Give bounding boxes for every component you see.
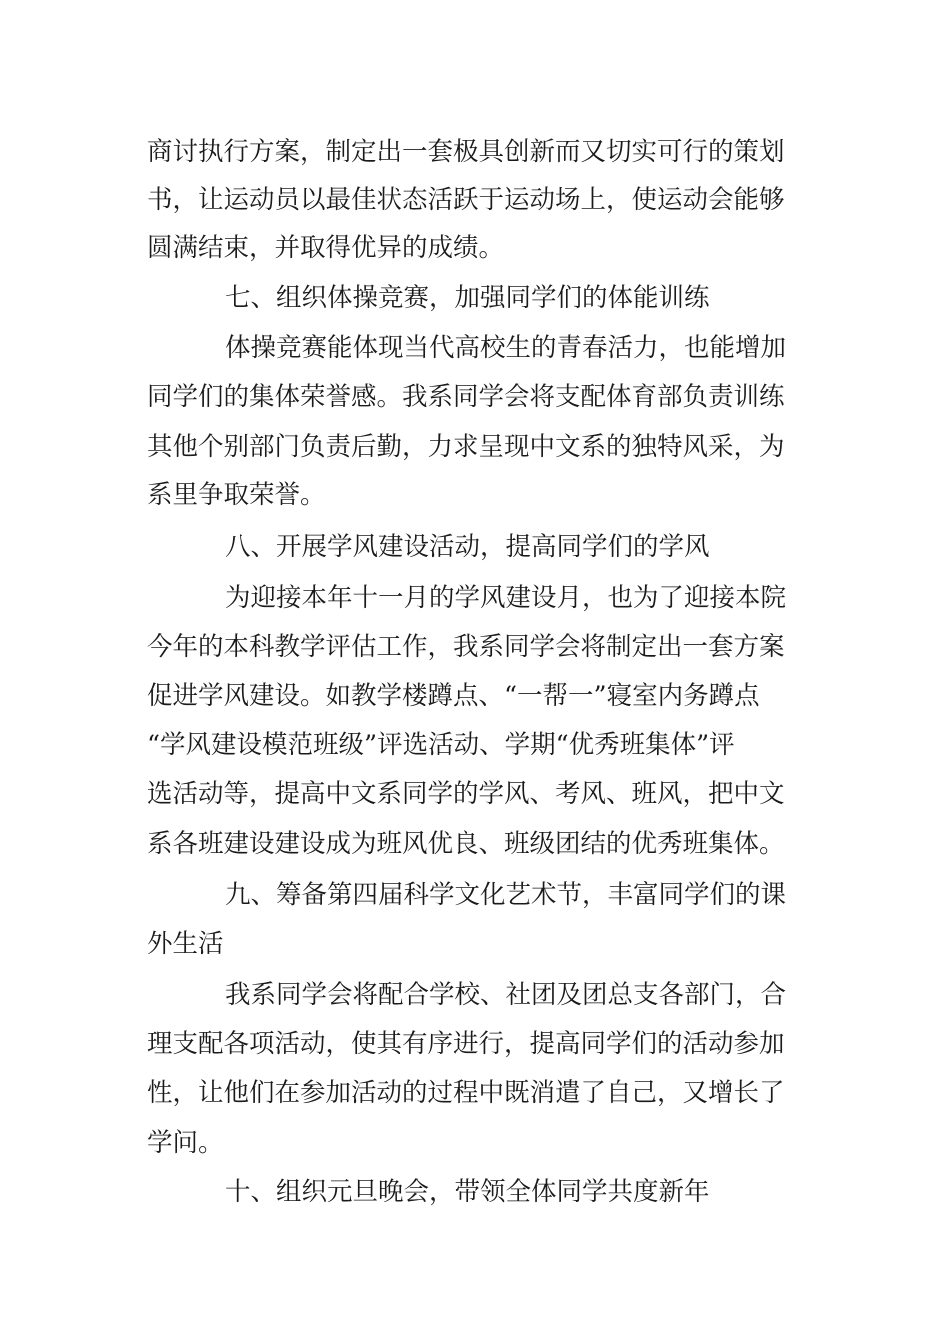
text-line: 其他个别部门负责后勤，力求呈现中文系的独特风采，为 [147,432,785,462]
text-line: 书，让运动员以最佳状态活跃于运动场上，使运动会能够 [147,185,785,215]
text-line: 系各班建设建设成为班风优良、班级团结的优秀班集体。 [147,829,785,859]
text-line: 理支配各项活动，使其有序进行，提高同学们的活动参加 [147,1029,785,1059]
text-line: 选活动等，提高中文系同学的学风、考风、班风，把中文 [147,779,785,809]
text-line: 圆满结束，并取得优异的成绩。 [147,233,505,263]
section-heading-10: 十、组织元旦晚会，带领全体同学共度新年 [225,1177,710,1207]
section-heading-8: 八、开展学风建设活动，提高同学们的学风 [225,532,710,562]
text-line: 性，让他们在参加活动的过程中既消遣了自己，又增长了 [147,1078,785,1108]
text-line: 学问。 [147,1128,224,1158]
text-line: 为迎接本年十一月的学风建设月，也为了迎接本院 [225,583,787,613]
text-line: 我系同学会将配合学校、社团及团总支各部门，合 [225,980,787,1010]
section-heading-9: 九、筹备第四届科学文化艺术节，丰富同学们的课 [225,880,787,910]
text-line: 今年的本科教学评估工作，我系同学会将制定出一套方案 [147,632,785,662]
text-line: “学风建设模范班级”评选活动、学期“优秀班集体”评 [147,730,735,760]
text-line: 商讨执行方案，制定出一套极具创新而又切实可行的策划 [147,137,785,167]
section-heading-7: 七、组织体操竞赛，加强同学们的体能训练 [225,283,710,313]
text-line: 促进学风建设。如教学楼蹲点、“一帮一”寝室内务蹲点 [147,681,760,711]
text-line: 系里争取荣誉。 [147,480,326,510]
text-line: 外生活 [147,929,224,959]
text-line: 体操竞赛能体现当代高校生的青春活力，也能增加 [225,333,787,363]
text-line: 同学们的集体荣誉感。我系同学会将支配体育部负责训练 [147,382,785,412]
